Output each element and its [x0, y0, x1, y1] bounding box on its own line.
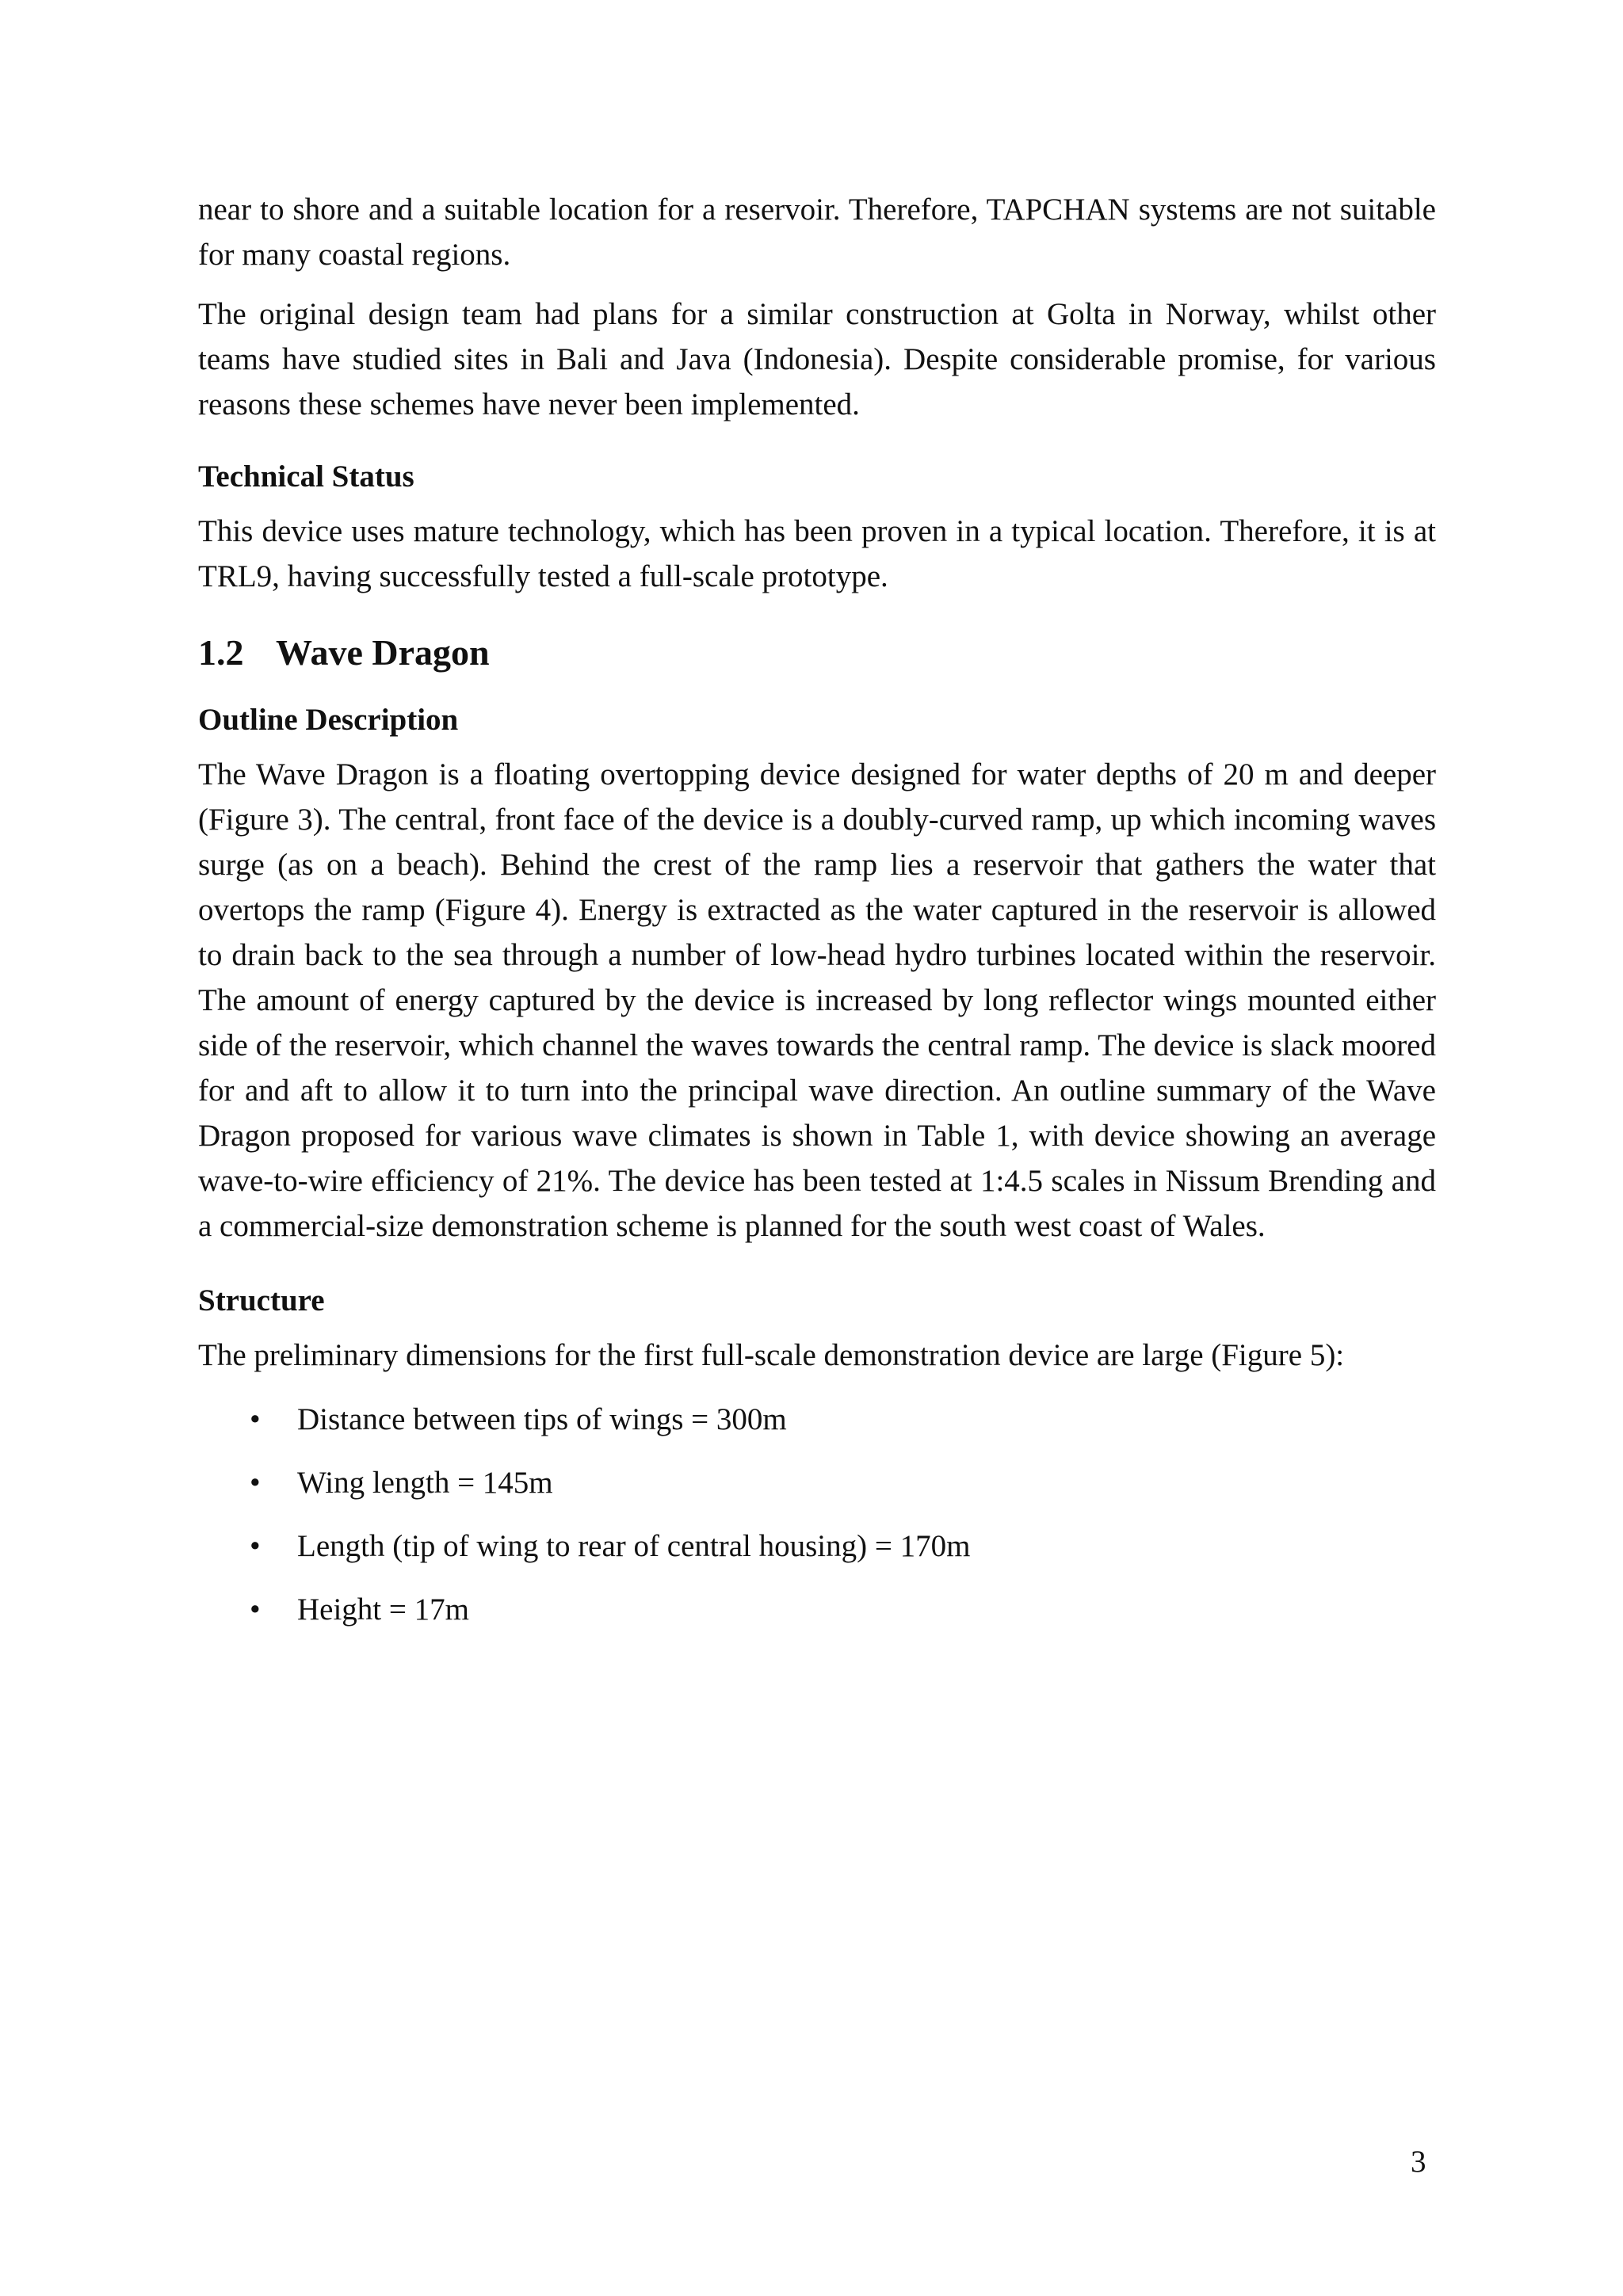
technical-status-heading: Technical Status	[198, 460, 414, 494]
dimensions-list	[198, 1397, 1436, 1632]
outline-text: The Wave Dragon is a floating overtopping device designed for water depths of 20 m and deeper (Figure 3). The central, front face of the device is a doubly-curved ramp, up which incoming waves surge (as on a beach). Behind the crest of the ramp lies a reservoir that gathers the water that overtops the ramp (Figure 4). Energy is extracted as the water captured in the reservoir is allowed to drain back to the sea through a number of low-head hydro turbines located within the reservoir. The amount of energy captured by the device is increased by long reflector wings mounted either side of the reservoir, which channel the waves towards the central ramp. The device is slack moored for and aft to allow it to turn into the principal wave direction. An outline summary of the Wave Dragon proposed for various wave climates is shown in Table 1, with device showing an average wave-to-wire efficiency of 21%. The device has been tested at 1:4.5 scales in Nissum Brending and a commercial-size demonstration scheme is planned for the south west coast of Wales.	[198, 757, 1436, 1243]
technical-status-text: This device uses mature technology, which has been proven in a typical location. Therefore, it is at TRL9, having successfully tested a full-scale prototype.	[198, 514, 1436, 593]
body-paragraph: The original design team had plans for a similar construction at Golta in Norway, whilst other teams have studied sites in Bali and Java (Indonesia). Despite considerable promise, for various reasons these schemes have never been implemented.	[198, 297, 1436, 421]
list-item: • Wing length = 145m	[198, 1460, 1436, 1505]
structure-heading: Structure	[198, 1283, 325, 1318]
outline-heading: Outline Description	[198, 703, 459, 737]
list-item: • Distance between tips of wings = 300m	[198, 1397, 1436, 1442]
page-number: 3	[1411, 2145, 1426, 2179]
list-item: • Length (tip of wing to rear of central housing) = 170m	[198, 1524, 1436, 1569]
bullet-icon: •	[250, 1592, 261, 1627]
section-title: Wave Dragon	[276, 632, 490, 673]
bullet-icon: •	[250, 1466, 261, 1500]
body-paragraph: near to shore and a suitable location for a reservoir. Therefore, TAPCHAN systems are not suitable for many coastal regions.	[198, 193, 1436, 272]
list-item: • Height = 17m	[198, 1587, 1436, 1632]
bullet-icon: •	[250, 1402, 261, 1436]
structure-intro: The preliminary dimensions for the first full-scale demonstration device are large (Figure 5):	[198, 1338, 1345, 1372]
section-number: 1.2	[198, 632, 244, 673]
bullet-icon: •	[250, 1529, 261, 1563]
section-heading	[198, 629, 1436, 677]
document-body	[198, 187, 1436, 1650]
